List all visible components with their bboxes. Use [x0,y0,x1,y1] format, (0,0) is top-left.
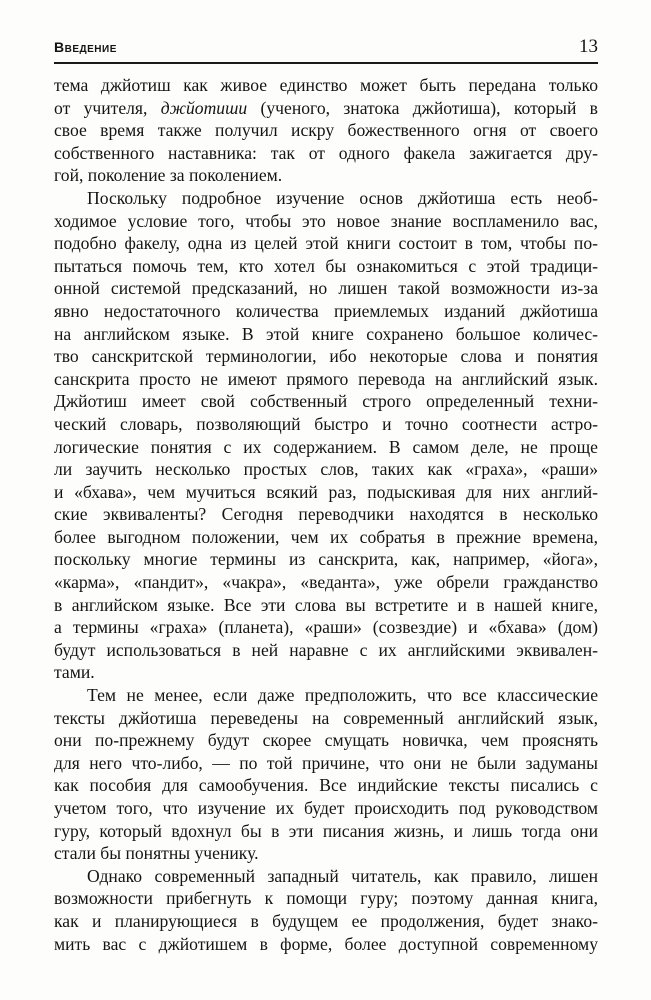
text-line: как пособия для самообучения. Все индийские тексты писались с [54,775,598,796]
text-line: подобно факелу, одна из целей этой книги состоит в том, чтобы по- [54,233,598,254]
text-line: явно недостаточного количества приемлемых изданий джйотиша [54,300,598,321]
text-line: они по-прежнему будут скорее смущать новичка, чем прояснять [54,730,598,751]
text-line: в английском языке. Все эти слова вы встретите и в нашей книге, [54,594,598,615]
text-line: собственного наставника: так от одного факела зажигается дру- [54,142,598,163]
text-line: поскольку многие термины из санскрита, как, например, «йога», [54,549,598,570]
paragraph-4 [54,865,598,955]
running-title: Введение [54,39,117,55]
text-line: для него что-либо, — по той причине, что они не были задуманы [54,752,598,773]
body-text [54,74,598,955]
text-line: ские эквиваленты? Сегодня переводчики находятся в несколько [54,504,598,525]
text-line: онной системой предсказаний, но лишен такой возможности из-за [54,278,598,299]
text-line: возможности прибегнуть к помощи гуру; поэтому данная книга, [54,888,598,909]
paragraph-1 [54,74,598,187]
text-line: а термины «граха» (планета), «раши» (созвездие) и «бхава» (дом) [54,617,598,638]
text-line: мить вас с джйотишем в форме, более доступной современному [54,933,598,954]
text-line: более выгодном положении, чем их собратья в прежние времена, [54,526,598,547]
text-line: ли заучить несколько простых слов, таких как «граха», «раши» [54,459,598,480]
paragraph-3 [54,684,598,865]
text-line: санскрита просто не имеют прямого перевода на английский язык. [54,368,598,389]
text-line: логические понятия с их содержанием. В самом деле, не проще [54,436,598,457]
text-line: будут использоваться в ней наравне с их английскими эквивален- [54,639,598,660]
text-line: пытаться помочь тем, кто хотел бы ознакомиться с этой традици- [54,255,598,276]
text-line: свое время также получил искру божественного огня от своего [54,120,598,141]
text-line: тексты джйотиша переведены на современный английский язык, [54,707,598,728]
text-line: Джйотиш имеет свой собственный строго определенный техни- [54,391,598,412]
text-line: Тем не менее, если даже предположить, что все классические [87,685,598,706]
text-line: тво санскритской терминологии, ибо некоторые слова и понятия [54,346,598,367]
text-line: ческий словарь, позволяющий быстро и точно соотнести астро- [54,413,598,434]
text-line: тема джйотиш как живое единство может быть передана только [54,75,598,95]
text-line: стали бы понятны ученику. [54,843,259,864]
text-line: и «бхава», чем мучиться всякий раз, подыскивая для них англий- [54,481,598,502]
text-line: Поскольку подробное изучение основ джйотиша есть необ- [87,187,598,208]
text-line: ходимое условие того, чтобы это новое знание воспламенило вас, [54,210,598,231]
text-line: как и планирующиеся в будущем ее продолжения, будет знако- [54,910,598,931]
text-line: «карма», «пандит», «чакра», «веданта», уже обрели гражданство [54,572,598,593]
running-header [54,36,598,64]
italic-term: джйотиши [160,97,248,118]
text-line: гой, поколение за поколением. [54,165,283,186]
text-line: Однако современный западный читатель, как правило, лишен [87,865,598,886]
text-line: учетом того, что изучение их будет происходить под руководством [54,798,598,818]
page-number: 13 [579,36,598,57]
paragraph-2 [54,187,598,684]
text-line: от учителя, джйотиши (ученого, знатока джйотиша), который в [54,97,598,118]
text-line: на английском языке. В этой книге сохранено большое количес- [54,323,598,344]
text-line: гуру, который вдохнул бы в эти писания жизнь, и лишь тогда они [54,820,598,841]
text-line: тами. [54,662,95,683]
